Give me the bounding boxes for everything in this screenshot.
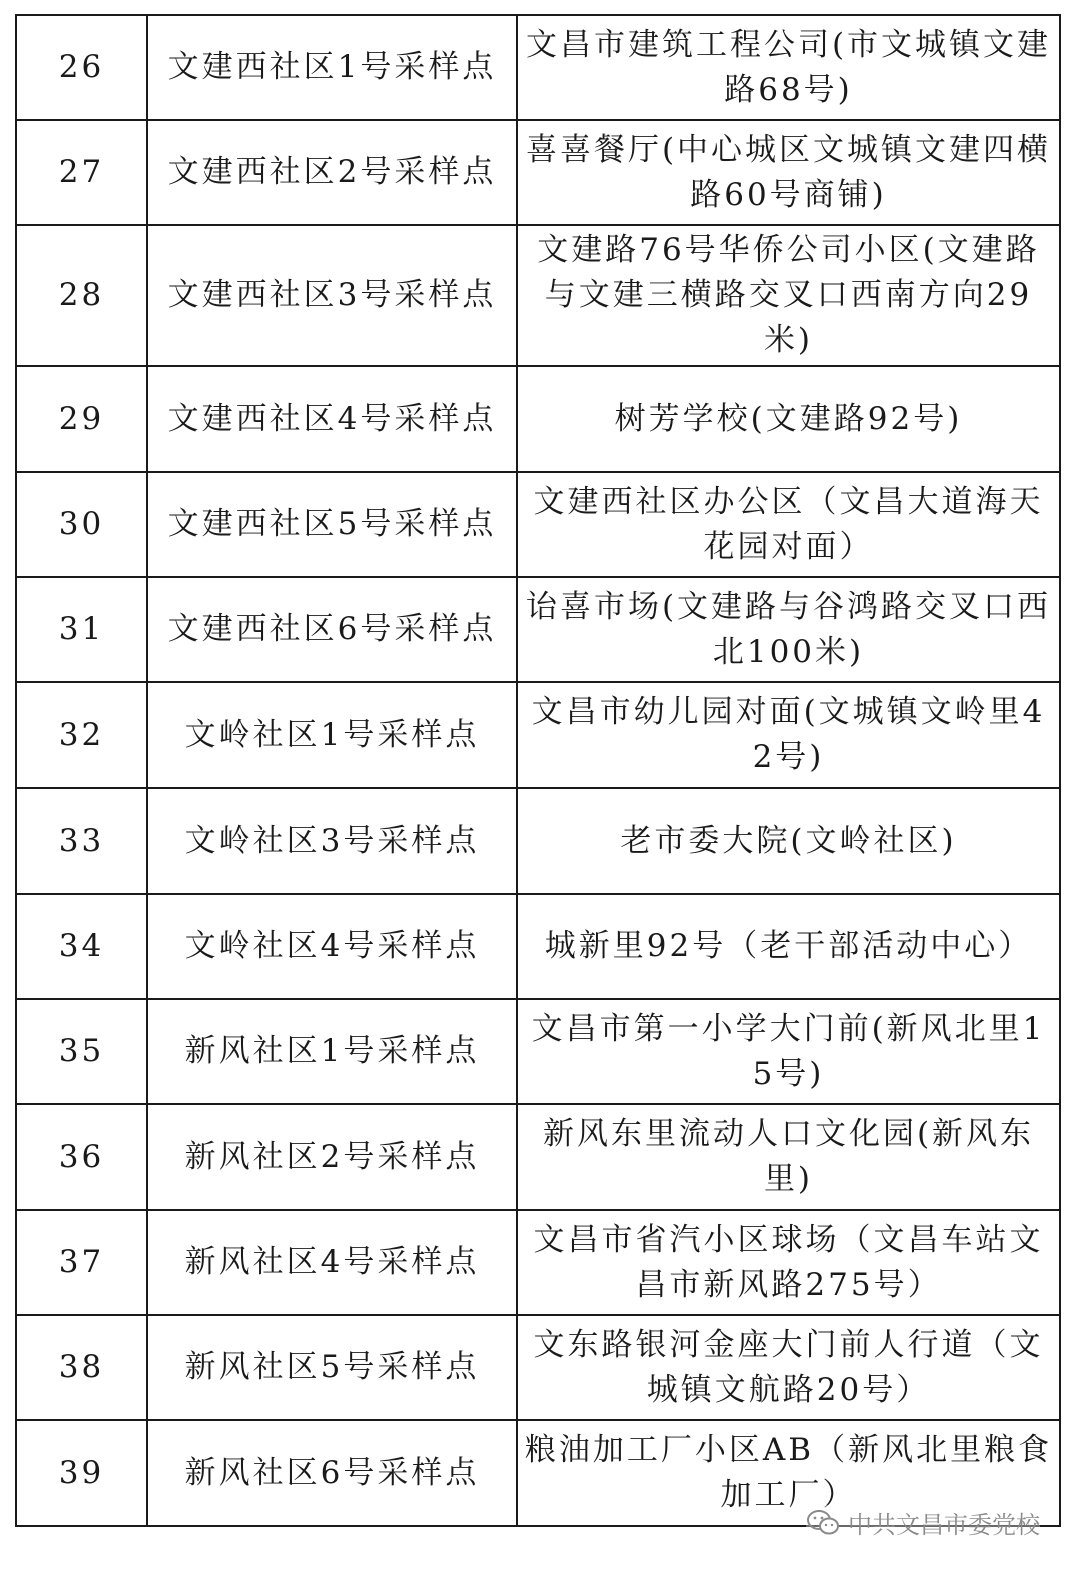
site-name: 文建西社区2号采样点: [147, 120, 517, 225]
table-row: [16, 225, 1060, 366]
site-name: 文建西社区6号采样点: [147, 577, 517, 682]
site-name: 新风社区1号采样点: [147, 999, 517, 1104]
row-number: 39: [16, 1420, 147, 1526]
site-name: 文岭社区1号采样点: [147, 682, 517, 788]
site-address: 诒喜市场(文建路与谷鸿路交叉口西北100米): [517, 577, 1060, 682]
sampling-sites-table: [15, 14, 1061, 1527]
row-number: 27: [16, 120, 147, 225]
table-row: [16, 15, 1060, 120]
table-row: [16, 1210, 1060, 1315]
site-name: 文岭社区4号采样点: [147, 894, 517, 999]
row-number: 28: [16, 225, 147, 366]
table-row: [16, 472, 1060, 577]
site-address: 文昌市省汽小区球场（文昌车站文昌市新风路275号）: [517, 1210, 1060, 1315]
table-row: [16, 894, 1060, 999]
site-name: 文建西社区1号采样点: [147, 15, 517, 120]
site-address: 文昌市幼儿园对面(文城镇文岭里42号): [517, 682, 1060, 788]
table-row: [16, 577, 1060, 682]
site-address: 文东路银河金座大门前人行道（文城镇文航路20号）: [517, 1315, 1060, 1420]
site-name: 文建西社区5号采样点: [147, 472, 517, 577]
site-address: 喜喜餐厅(中心城区文城镇文建四横路60号商铺): [517, 120, 1060, 225]
site-name: 文建西社区4号采样点: [147, 366, 517, 472]
table-row: [16, 120, 1060, 225]
watermark-text: 中共文昌市委党校: [848, 1511, 1040, 1539]
row-number: 37: [16, 1210, 147, 1315]
row-number: 32: [16, 682, 147, 788]
site-name: 文建西社区3号采样点: [147, 225, 517, 366]
site-address: 文建路76号华侨公司小区(文建路与文建三横路交叉口西南方向29米): [517, 225, 1060, 366]
row-number: 36: [16, 1104, 147, 1210]
row-number: 31: [16, 577, 147, 682]
table-row: [16, 1104, 1060, 1210]
site-address: 城新里92号（老干部活动中心）: [517, 894, 1060, 999]
site-address: 文昌市第一小学大门前(新风北里15号): [517, 999, 1060, 1104]
site-name: 文岭社区3号采样点: [147, 788, 517, 894]
watermark: [806, 1505, 1040, 1540]
site-address: 文建西社区办公区（文昌大道海天花园对面）: [517, 472, 1060, 577]
row-number: 35: [16, 999, 147, 1104]
table-row: [16, 788, 1060, 894]
site-address: 老市委大院(文岭社区): [517, 788, 1060, 894]
site-address: 新风东里流动人口文化园(新风东里): [517, 1104, 1060, 1210]
table-row: [16, 999, 1060, 1104]
row-number: 26: [16, 15, 147, 120]
row-number: 30: [16, 472, 147, 577]
row-number: 34: [16, 894, 147, 999]
table-row: [16, 366, 1060, 472]
site-name: 新风社区4号采样点: [147, 1210, 517, 1315]
site-address: 粮油加工厂小区AB（新风北里粮食加工厂）: [517, 1420, 1060, 1526]
site-address: 树芳学校(文建路92号): [517, 366, 1060, 472]
site-name: 新风社区5号采样点: [147, 1315, 517, 1420]
table-row: [16, 682, 1060, 788]
site-name: 新风社区2号采样点: [147, 1104, 517, 1210]
site-name: 新风社区6号采样点: [147, 1420, 517, 1526]
row-number: 33: [16, 788, 147, 894]
row-number: 38: [16, 1315, 147, 1420]
table-row: [16, 1315, 1060, 1420]
wechat-icon: [806, 1509, 840, 1537]
row-number: 29: [16, 366, 147, 472]
site-address: 文昌市建筑工程公司(市文城镇文建路68号): [517, 15, 1060, 120]
